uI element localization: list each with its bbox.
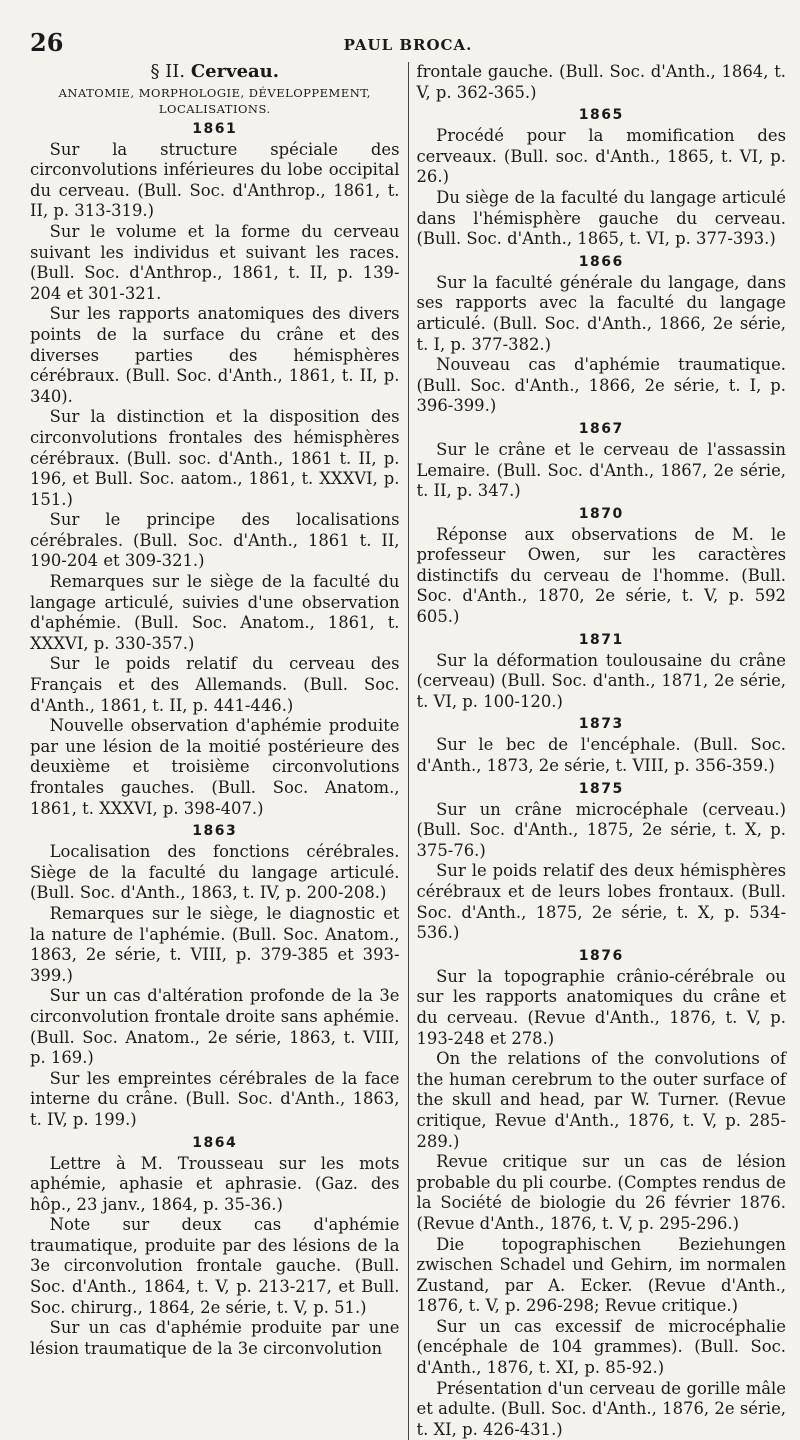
bibliography-entry: Réponse aux observations de M. le professeur Owen, sur les caractères distinctifs du cerveau de l'homme. (Bull. Soc. d'Anth., 1870, 2e série, t. V, p. 592 605.) [416,524,786,627]
bibliography-entry: Sur la déformation toulousaine du crâne (cerveau) (Bull. Soc. d'anth., 1871, 2e série, t. VI, p. 100-120.) [416,650,786,711]
bibliography-entry: Revue critique sur un cas de lésion probable du pli courbe. (Comptes rendus de la Société de biologie du 26 février 1876. (Revue d'Anth., 1876, t. V, p. 295-296.) [416,1152,786,1233]
bibliography-entry: Nouveau cas d'aphémie traumatique. (Bull. Soc. d'Anth., 1866, 2e série, t. I, p. 396-399.) [416,355,786,416]
bibliography-entry: frontale gauche. (Bull. Soc. d'Anth., 1864, t. V, p. 362-365.) [416,62,786,102]
bibliography-entry: Sur la topographie crânio-cérébrale ou sur les rapports anatomiques du crâne et du cerveau. (Revue d'Anth., 1876, t. V, p. 193-248 et 278.) [416,966,786,1048]
bibliography-entry: On the relations of the convolutions of the human cerebrum to the outer surface of the skull and head, par W. Turner. (Revue critique, Revue d'Anth., 1876, t. V, p. 285-289.) [416,1049,786,1151]
bibliography-entry: Nouvelle observation d'aphémie produite par une lésion de la moitié postérieure des deuxième et troisième circonvolutions frontales gauches. (Bull. Soc. Anatom., 1861, t. XXXVI, p. 398-407.) [30,716,400,818]
bibliography-entry: Sur un cas d'aphémie produite par une lésion traumatique de la 3e circonvolution [30,1318,400,1358]
bibliography-entry: Sur la structure spéciale des circonvolutions inférieures du lobe occipital du cerveau. (Bull. Soc. d'Anthrop., 1861, t. II, p. 313-319.) [30,139,400,221]
bibliography-entry: Procédé pour la momification des cerveaux. (Bull. soc. d'Anth., 1865, t. VI, p. 26.) [416,126,786,187]
bibliography-entry: Sur la distinction et la disposition des circonvolutions frontales des hémisphères cérébraux. (Bull. soc. d'Anth., 1861 t. II, p. 196, et Bull. Soc. aatom., 1861, t. XXXVI, p. 151.) [30,407,400,509]
year-heading: 1876 [578,947,624,964]
running-title: PAUL BROCA. [343,36,473,54]
bibliography-entry: Remarques sur le siège, le diagnostic et la nature de l'aphémie. (Bull. Soc. Anatom., 1863, 2e série, t. VIII, p. 379-385 et 393-399.) [30,903,400,985]
right-column [409,62,787,1440]
page-number: 26 [30,28,64,57]
bibliography-entry: Sur les rapports anatomiques des divers points de la surface du crâne et des diverses parties des hémisphères cérébraux. (Bull. Soc. d'Anth., 1861, t. II, p. 340). [30,304,400,406]
year-heading: 1875 [578,780,624,797]
bibliography-entry: Sur le bec de l'encéphale. (Bull. Soc. d'Anth., 1873, 2e série, t. VIII, p. 356-359.) [416,735,786,776]
year-heading: 1873 [578,716,624,733]
bibliography-entry: Sur le poids relatif des deux hémisphères cérébraux et de leurs lobes frontaux. (Bull. Soc. d'Anth., 1875, 2e série, t. X, p. 534-536.) [416,861,786,943]
section-subtitle: ANATOMIE, MORPHOLOGIE, DÉVELOPPEMENT, LOCALISATIONS. [58,85,371,116]
page-header [30,22,786,62]
bibliography-entry: Sur le principe des localisations cérébrales. (Bull. Soc. d'Anth., 1861 t. II, 190-204 et 309-321.) [30,510,400,571]
year-heading: 1866 [578,253,624,270]
section-number: § II. [150,61,186,82]
bibliography-entry: Sur le volume et la forme du cerveau suivant les individus et suivant les races. (Bull. Soc. d'Anthrop., 1861, t. II, p. 139-204 et 301-321. [30,221,400,303]
bibliography-entry: Sur les empreintes cérébrales de la face interne du crâne. (Bull. Soc. d'Anth., 1863, t. IV, p. 199.) [30,1068,400,1129]
section-title [30,62,400,83]
bibliography-entry: Sur un crâne microcéphale (cerveau.) (Bull. Soc. d'Anth., 1875, 2e série, t. X, p. 375-76.) [416,799,786,860]
year-heading: 1870 [578,505,624,522]
year-heading: 1861 [192,120,238,137]
bibliography-entry: Die topographischen Beziehungen zwischen Schadel und Gehirn, im normalen Zustand, par A. Ecker. (Revue d'Anth., 1876, t. V, p. 296-298; Revue critique.) [416,1234,786,1316]
bibliography-entry: Du siège de la faculté du langage articulé dans l'hémisphère gauche du cerveau. (Bull. Soc. d'Anth., 1865, t. VI, p. 377-393.) [416,187,786,249]
bibliography-entry: Lettre à M. Trousseau sur les mots aphémie, aphasie et aphrasie. (Gaz. des hôp., 23 janv., 1864, p. 35-36.) [30,1153,400,1214]
year-heading: 1864 [192,1134,238,1151]
bibliography-entry: Sur le crâne et le cerveau de l'assassin Lemaire. (Bull. Soc. d'Anth., 1867, 2e série, t. II, p. 347.) [416,439,786,501]
bibliography-entry: Sur un cas d'altération profonde de la 3e circonvolution frontale droite sans aphémie. (Bull. Soc. Anatom., 2e série, 1863, t. VIII, p. 169.) [30,986,400,1068]
bibliography-entry: Sur le poids relatif du cerveau des Français et des Allemands. (Bull. Soc. d'Anth., 1861, t. II, p. 441-446.) [30,654,400,715]
year-heading: 1865 [578,107,624,124]
year-heading: 1871 [578,631,624,648]
bibliography-entry: Note sur deux cas d'aphémie traumatique, produite par des lésions de la 3e circonvolution frontale gauche. (Bull. Soc. d'Anth., 1864, t. V, p. 213-217, et Bull. Soc. chirurg., 1864, 2e série, t. V, p. 51.) [30,1215,400,1317]
bibliography-entry: Localisation des fonctions cérébrales. Siège de la faculté du langage articulé. (Bull. Soc. d'Anth., 1863, t. IV, p. 200-208.) [30,842,400,903]
year-heading: 1863 [192,823,238,840]
bibliography-entry: Présentation d'un cerveau de gorille mâle et adulte. (Bull. Soc. d'Anth., 1876, 2e série, t. XI, p. 426-431.) [416,1378,786,1439]
bibliography-entry: Sur un cas excessif de microcéphalie (encéphale de 104 grammes). (Bull. Soc. d'Anth., 1876, t. XI, p. 85-92.) [416,1316,786,1378]
year-heading: 1867 [578,420,624,437]
bibliography-entry: Sur la faculté générale du langage, dans ses rapports avec la faculté du langage articulé. (Bull. Soc. d'Anth., 1866, 2e série, t. I, p. 377-382.) [416,272,786,354]
two-column-body [30,62,786,1440]
bibliography-entry: Remarques sur le siège de la faculté du langage articulé, suivies d'une observation d'aphémie. (Bull. Soc. Anatom., 1861, t. XXXVI, p. 330-357.) [30,572,400,653]
left-column [30,62,409,1440]
section-name: Cerveau. [190,61,280,82]
